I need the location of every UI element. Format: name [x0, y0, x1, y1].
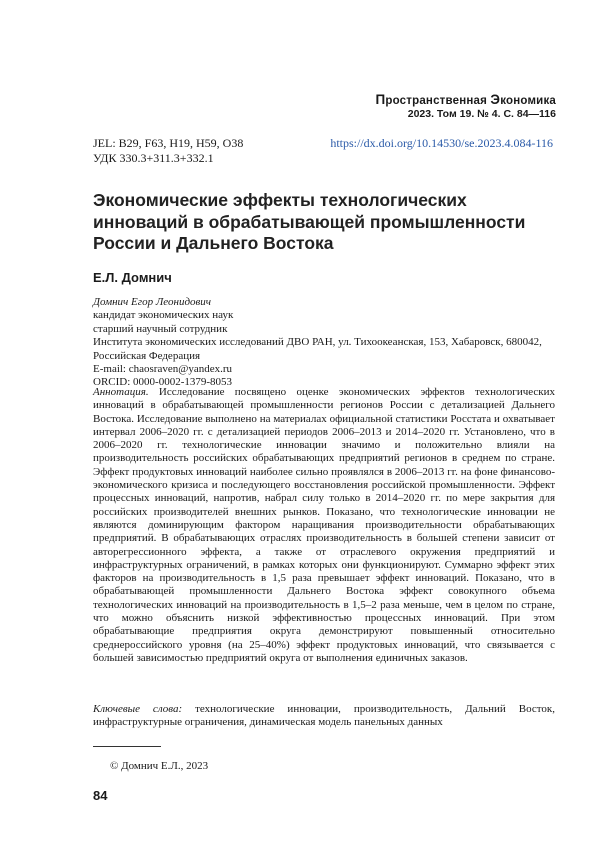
article-meta: [93, 136, 553, 166]
author-degree: кандидат экономических наук: [93, 309, 234, 322]
jel-codes: JEL: B29, F63, H19, H59, O38: [93, 136, 244, 150]
journal-issue: 2023. Том 19. № 4. С. 84—116: [407, 108, 556, 120]
keywords-text: технологические инновации, производительность, Дальний Восток, инфраструктурные ограничения, динамическая модель панельных данных: [93, 703, 555, 729]
copyright-notice: © Домнич Е.Л., 2023: [110, 760, 209, 772]
doi-link[interactable]: https://dx.doi.org/10.14530/se.2023.4.084-116: [330, 136, 553, 150]
author-position: старший научный сотрудник: [93, 322, 228, 335]
article-title: Экономические эффекты технологических инноваций в обрабатывающей промышленности России и Дальнего Востока: [93, 190, 526, 253]
footnote-divider: [93, 746, 161, 747]
keywords-label: Ключевые слова:: [93, 703, 183, 715]
journal-name-part2: кономика: [500, 95, 556, 107]
journal-name-cap-p: П: [375, 92, 386, 107]
journal-name: [375, 92, 556, 107]
author-orcid[interactable]: ORCID: 0000-0002-1379-8053: [93, 376, 233, 389]
author-institute: Института экономических исследований ДВО РАН, ул. Тихоокеанская, 153, Хабаровск, 680042, Российская Федерация: [93, 336, 542, 362]
journal-name-cap-e: Э: [490, 92, 501, 107]
author-full-name: Домнич Егор Леонидович: [93, 296, 212, 308]
abstract: [93, 386, 555, 665]
abstract-label: Аннотация.: [93, 386, 149, 398]
author-affiliation: [93, 296, 553, 390]
abstract-text: Исследование посвящено оценке экономических эффектов технологических инноваций в обрабатывающей промышленности регионов России с детализацией Дальнего Востока. Исследование выполнено на материалах официальной статистики Росстата и охватывает интервал 2006–2020 гг. с детализацией периодов 2006–2013 и 2014–2020 гг. Установлено, что в 2006–2020 гг. технологические инновации значимо и положительно влияли на производительность российских обрабатывающих предприятий регионов в среднем по стране. Эффект продуктовых инноваций наиболее сильно проявлялся в 2006–2013 гг. на фоне финансово-экономического кризиса и последующего восстановления российской промышленности. Эффект процессных инноваций, напротив, набрал силу только в 2014–2020 гг. по мере закрытия для российских производителей внешних рынков. Показано, что технологические инновации не являются доминирующим фактором наращивания производительности обрабатывающих предприятий. В обрабатывающих отраслях производительность в большей степени зависит от авторегрессионного эффекта, а также от отраслевого окружения предприятий и инфраструктурных ограничений, в рамках которых они функционируют. Суммарно эффект этих факторов на производительность в 1,5 раза превышает эффект инноваций. Показано, что в обрабатывающей промышленности Дальнего Востока эффект совокупного объема технологических инноваций на производительность в 1,5–2 раза меньше, чем в целом по стране, что можно объяснить низкой эффективностью процессных инноваций. При этом обрабатывающие предприятия округа демонстрируют повышенный относительно среднероссийского уровня (на 25–40%) эффект продуктовых инноваций, что связывается с большей зависимостью предприятий округа от выполнения единичных заказов.: [93, 386, 556, 664]
page-number: 84: [93, 788, 108, 803]
udk-code: УДК 330.3+311.3+332.1: [93, 151, 214, 165]
journal-header: [375, 92, 556, 120]
journal-name-part1: ространственная: [385, 95, 491, 107]
keywords: [93, 703, 555, 730]
author-name: Е.Л. Домнич: [93, 270, 172, 285]
author-email[interactable]: E-mail: chaosraven@yandex.ru: [93, 363, 233, 376]
